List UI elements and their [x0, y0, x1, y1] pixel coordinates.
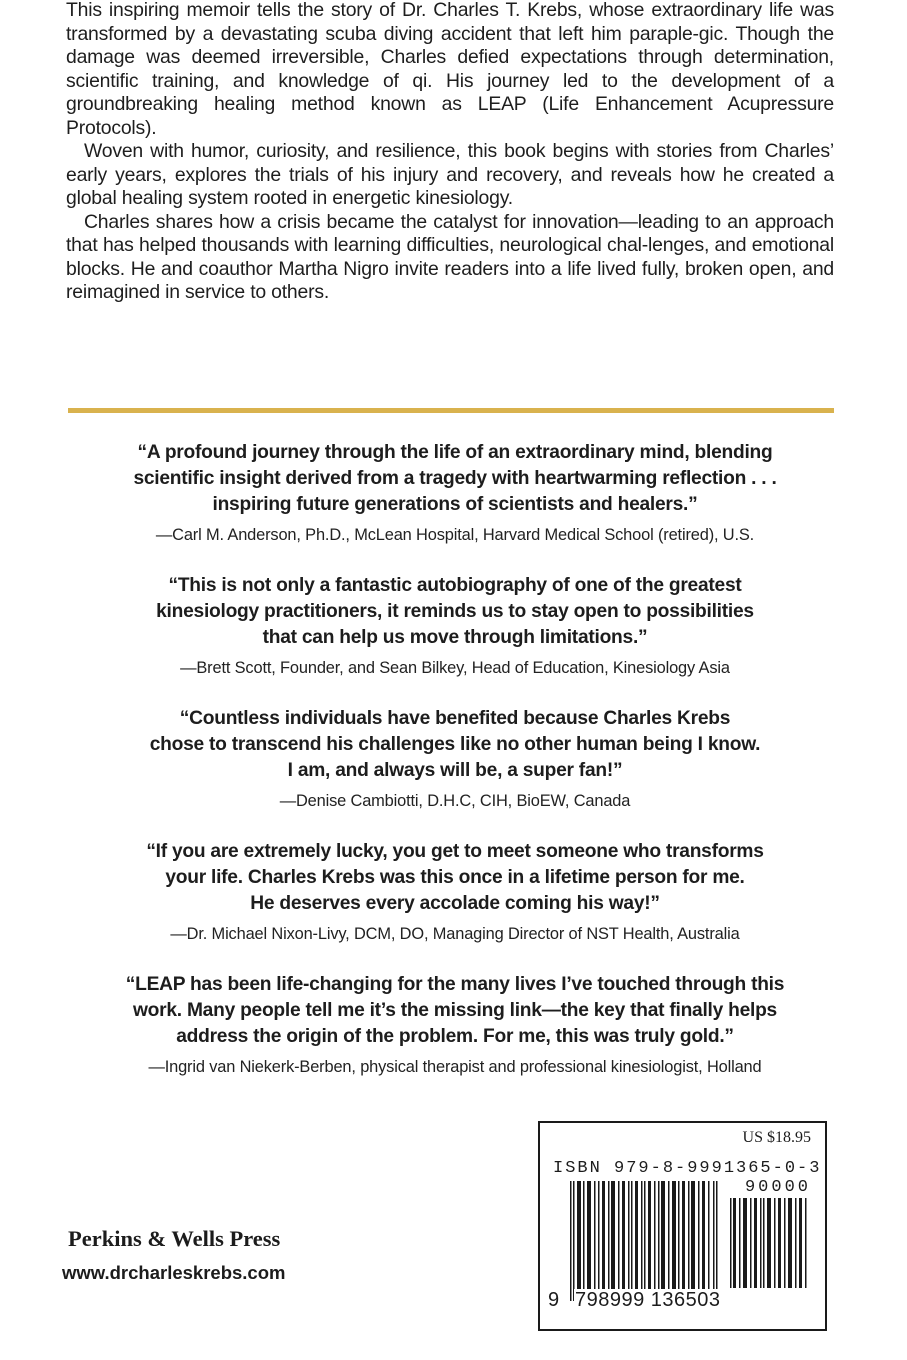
- testimonial: [60, 573, 850, 679]
- quote-line: kinesiology practitioners, it reminds us to stay open to possibilities: [156, 601, 754, 622]
- gold-divider: [68, 408, 834, 413]
- quote-line: I am, and always will be, a super fan!”: [287, 760, 623, 781]
- testimonial: [60, 839, 850, 945]
- quote-line: scientific insight derived from a tragedy with heartwarming reflection . . .: [133, 468, 777, 489]
- testimonial-attribution: —Denise Cambiotti, D.H.C, CIH, BioEW, Canada: [279, 792, 631, 810]
- testimonial-quote: [60, 706, 850, 784]
- publisher-name: Perkins & Wells Press: [68, 1226, 281, 1251]
- isbn-barcode-block: [538, 1121, 827, 1331]
- quote-line: that can help us move through limitations.”: [262, 627, 648, 648]
- testimonial-quote: [60, 573, 850, 651]
- barcode-icon: [570, 1181, 720, 1301]
- testimonial-attribution: —Brett Scott, Founder, and Sean Bilkey, Head of Education, Kinesiology Asia: [180, 659, 730, 677]
- quote-line: He deserves every accolade coming his way!”: [250, 893, 660, 914]
- quote-line: “A profound journey through the life of an extraordinary mind, blending: [137, 442, 773, 463]
- description-paragraph-2: Woven with humor, curiosity, and resilience, this book begins with stories from Charles’ early years, explores the trials of his injury and recovery, and reveals how he created a global healing system rooted in energetic kinesiology.: [66, 140, 834, 209]
- quote-line: “If you are extremely lucky, you get to meet someone who transforms: [146, 841, 764, 862]
- price-label: US $18.95: [742, 1129, 811, 1146]
- quote-line: work. Many people tell me it’s the missing link—the key that finally helps: [133, 1000, 777, 1021]
- barcode-addon-icon: [730, 1198, 808, 1288]
- ean-digits: 798999 136503: [575, 1289, 721, 1311]
- testimonial: [60, 706, 850, 812]
- testimonial-attribution: —Carl M. Anderson, Ph.D., McLean Hospital, Harvard Medical School (retired), U.S.: [155, 526, 755, 544]
- quote-line: inspiring future generations of scientists and healers.”: [212, 494, 698, 515]
- quote-line: your life. Charles Krebs was this once in a lifetime person for me.: [165, 867, 745, 888]
- quote-line: “LEAP has been life-changing for the many lives I’ve touched through this: [125, 974, 785, 995]
- barcode-addon-number: 90000: [744, 1178, 811, 1197]
- description-paragraph-3: Charles shares how a crisis became the catalyst for innovation—leading to an approach that has helped thousands with learning difficulties, neurological chal-lenges, and emotional blocks. He and coauthor Martha Nigro invite readers into a life lived fully, broken open, and reimagined in service to others.: [66, 210, 834, 303]
- quote-line: chose to transcend his challenges like no other human being I know.: [149, 734, 761, 755]
- quote-line: “This is not only a fantastic autobiography of one of the greatest: [168, 575, 742, 596]
- isbn-label: ISBN 979-8-9991365-0-3: [553, 1159, 822, 1178]
- testimonial-attribution: —Dr. Michael Nixon-Livy, DCM, DO, Managing Director of NST Health, Australia: [170, 925, 740, 943]
- testimonial: [60, 972, 850, 1078]
- testimonial-quote: [60, 972, 850, 1050]
- testimonials: [60, 440, 850, 1105]
- ean-first-digit: 9: [548, 1289, 560, 1311]
- testimonial-quote: [60, 440, 850, 518]
- book-description: [66, 0, 834, 305]
- quote-line: “Countless individuals have benefited because Charles Krebs: [179, 708, 731, 729]
- publisher-website: www.drcharleskrebs.com: [62, 1262, 286, 1283]
- testimonial-attribution: —Ingrid van Niekerk-Berben, physical therapist and professional kinesiologist, Holland: [148, 1058, 762, 1076]
- quote-line: address the origin of the problem. For me, this was truly gold.”: [176, 1026, 734, 1047]
- testimonial: [60, 440, 850, 546]
- description-paragraph-1: This inspiring memoir tells the story of Dr. Charles T. Krebs, whose extraordinary life was transformed by a devastating scuba diving accident that left him paraple-gic. Though the damage was deemed irreversible, Charles defied expectations through determination, scientific training, and knowledge of qi. His journey led to the development of a groundbreaking healing method known as LEAP (Life Enhancement Acupressure Protocols).: [66, 0, 834, 139]
- testimonial-quote: [60, 839, 850, 917]
